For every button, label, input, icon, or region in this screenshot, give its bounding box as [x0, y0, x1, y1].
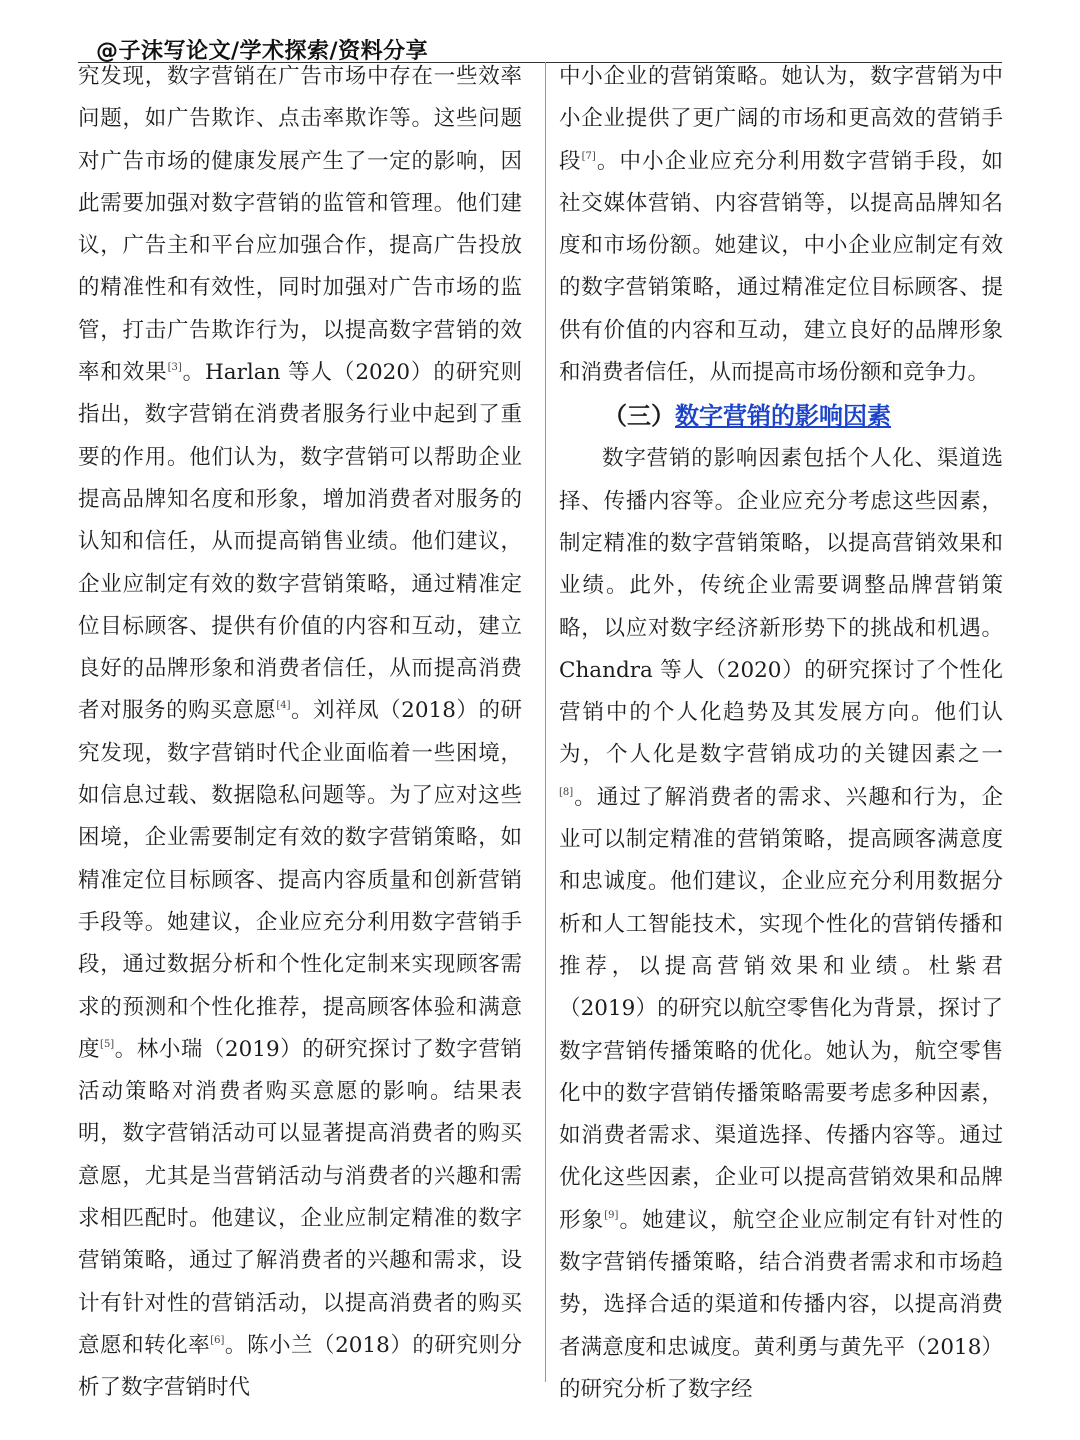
citation-ref: [7] [581, 150, 596, 162]
citation-ref: [9] [604, 1209, 619, 1221]
paragraph-text: 。中小企业应充分利用数字营销手段，如社交媒体营销、内容营销等，以提高品牌知名度和市场份额。她建议，中小企业应制定有效的数字营销策略，通过精准定位目标顾客、提供有价值的内容和互动，建立良好的品牌形象和消费者信任，从而提高市场份额和竞争力。 [559, 148, 1003, 386]
paragraph-text: 。她建议，航空企业应制定有针对性的数字营销传播策略，结合消费者需求和市场趋势，选择合适的渠道和传播内容，以提高消费者满意度和忠诚度。黄利勇与黄先平（2018）的研究分析了数字经 [559, 1207, 1003, 1402]
right-paragraph [559, 56, 1003, 394]
column-divider [545, 62, 546, 1382]
paragraph-text: 。通过了解消费者的需求、兴趣和行为，企业可以制定精准的营销策略，提高顾客满意度和忠诚度。他们建议，企业应充分利用数据分析和人工智能技术，实现个性化的营销传播和推荐，以提高营销效果和业绩。杜紫君（2019）的研究以航空零售化为背景，探讨了数字营销传播策略的优化。她认为，航空零售化中的数字营销传播策略需要考虑多种因素，如消费者需求、渠道选择、传播内容等。通过优化这些因素，企业可以提高营销效果和品牌形象 [559, 784, 1003, 1233]
paragraph-text: 。Harlan 等人（2020）的研究则指出，数字营销在消费者服务行业中起到了重要的作用。他们认为，数字营销可以帮助企业提高品牌知名度和形象，增加消费者对服务的认知和信任，从而提高销售业绩。他们建议，企业应制定有效的数字营销策略，通过精准定位目标顾客、提供有价值的内容和互动，建立良好的品牌形象和消费者信任，从而提高消费者对服务的购买意愿 [78, 360, 522, 724]
paragraph-text: 。林小瑞（2019）的研究探讨了数字营销活动策略对消费者购买意愿的影响。结果表明，数字营销活动可以显著提高消费者的购买意愿，尤其是当营销活动与消费者的兴趣和需求相匹配时。他建议，企业应制定精准的数字营销策略，通过了解消费者的兴趣和需求，设计有针对性的营销活动，以提高消费者的购买意愿和转化率 [78, 1036, 522, 1358]
section-number: （三） [603, 401, 675, 431]
section-heading-link[interactable]: 数字营销的影响因素 [675, 401, 891, 431]
paragraph-text: 。刘祥凤（2018）的研究发现，数字营销时代企业面临着一些困境，如信息过载、数据隐私问题等。为了应对这些困境，企业需要制定有效的数字营销策略，如精准定位目标顾客、提高内容质量和创新营销手段等。她建议，企业应充分利用数字营销手段，通过数据分析和个性化定制来实现顾客需求的预测和个性化推荐，提高顾客体验和满意度 [78, 698, 522, 1062]
citation-ref: [3] [167, 362, 182, 374]
paragraph-text: 究发现，数字营销在广告市场中存在一些效率问题，如广告欺诈、点击率欺诈等。这些问题对广告市场的健康发展产生了一定的影响，因此需要加强对数字营销的监管和管理。他们建议，广告主和平台应加强合作，提高广告投放的精准性和有效性，同时加强对广告市场的监管，打击广告欺诈行为，以提高数字营销的效率和效果 [78, 64, 522, 386]
left-column [78, 56, 522, 1410]
section-heading [559, 394, 1003, 438]
paragraph-text: 数字营销的影响因素包括个人化、渠道选择、传播内容等。企业应充分考虑这些因素，制定精准的数字营销策略，以提高营销效果和业绩。此外，传统企业需要调整品牌营销策略，以应对数字经济新形势下的挑战和机遇。Chandra 等人（2020）的研究探讨了个性化营销中的个人化趋势及其发展方向。他们认为，个人化是数字营销成功的关键因素之一 [559, 446, 1003, 768]
right-paragraph [559, 438, 1003, 1411]
citation-ref: [5] [100, 1038, 115, 1050]
left-paragraph [78, 56, 522, 1410]
paragraph-text: 。陈小兰（2018）的研究则分析了数字营销时代 [78, 1332, 522, 1401]
right-column [559, 56, 1003, 1411]
citation-ref: [6] [210, 1334, 225, 1346]
paragraph-text: 中小企业的营销策略。她认为，数字营销为中小企业提供了更广阔的市场和更高效的营销手段 [559, 64, 1003, 174]
citation-ref: [4] [276, 700, 291, 712]
page-header-title: @子沫写论文/学术探索/资料分享 [96, 39, 429, 64]
citation-ref: [8] [559, 786, 574, 798]
